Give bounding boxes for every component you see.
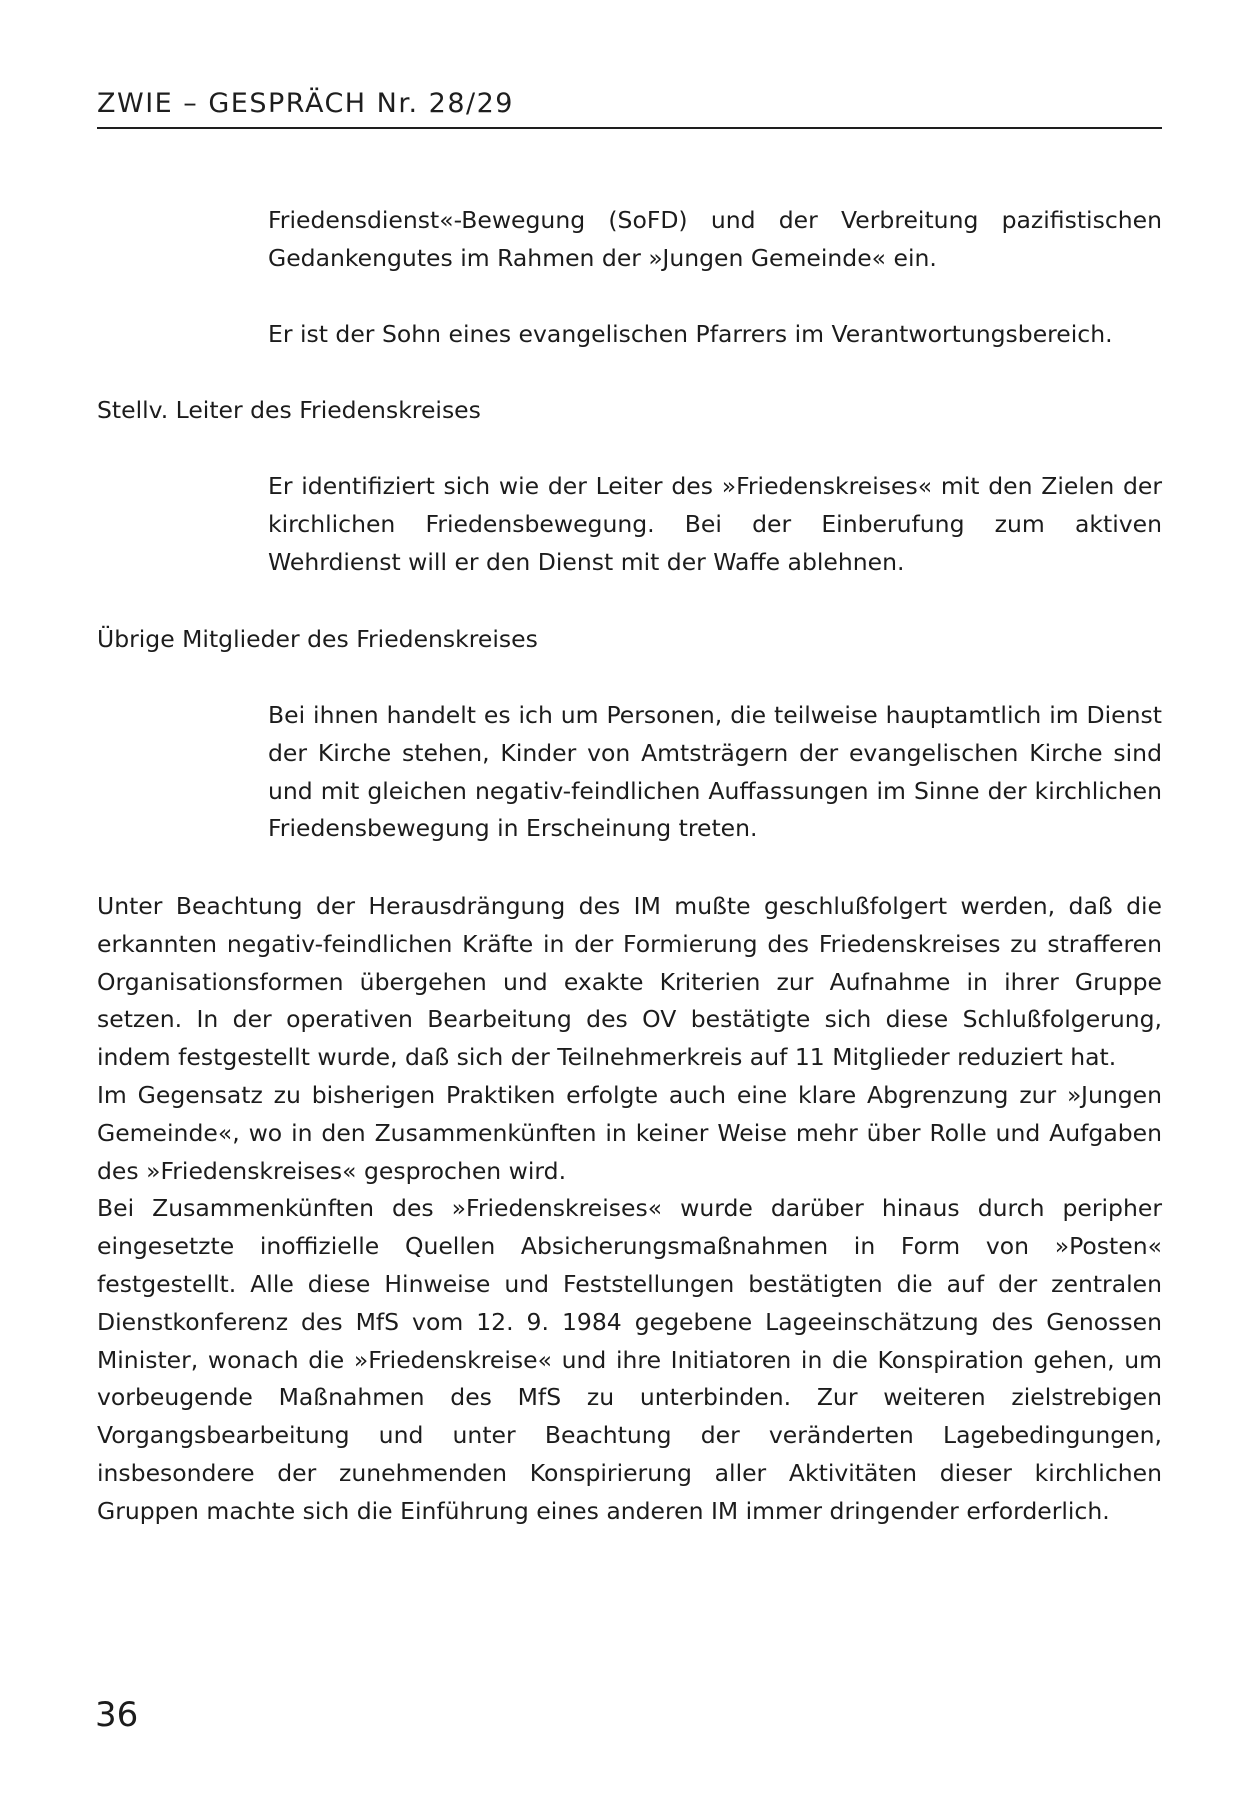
intro-paragraph [268,202,1162,278]
son-paragraph [268,316,1162,354]
deputy-heading: Stellv. Leiter des Friedenskreises [97,396,481,424]
main-paragraph-3: Bei Zusammenkünften des »Friedenskreises« wurde darüber hinaus durch peripher eingesetzte inoffizielle Quellen Absicherungsmaßnahmen in Form von »Posten« festgestellt. Alle diese Hinweise und Feststellungen bestätigten die auf der zentralen Dienstkonferenz des MfS vom 12. 9. 1984 gegebene Lageeinschätzung des Genossen Minister, wonach die »Friedenskreise« und ihre Initiatoren in die Konspiration gehen, um vorbeugende Maßnahmen des MfS zu unterbinden. Zur weiteren zielstrebigen Vorgangsbearbeitung und unter Beachtung der veränderten Lagebedingungen, insbesondere der zunehmenden Konspirierung aller Aktivitäten dieser kirchlichen Gruppen machte sich die Einführung eines anderen IM immer dringender erforderlich. [97,1194,1162,1525]
deputy-paragraph [268,468,1162,581]
members-heading: Übrige Mitglieder des Friedenskreises [97,625,538,653]
main-paragraph-1: Unter Beachtung der Herausdrängung des IM mußte geschlußfolgert werden, daß die erkannten negativ-feindlichen Kräfte in der Formierung des Friedenskreises zu strafferen Organisationsformen übergehen und exakte Kriterien zur Aufnahme in ihrer Gruppe setzen. In der operativen Bearbeitung des OV bestätigte sich diese Schlußfolgerung, indem festgestellt wurde, daß sich der Teilnehmerkreis auf 11 Mitglieder reduziert hat. [97,892,1162,1072]
header-rule [97,127,1162,129]
son-paragraph-text: Er ist der Sohn eines evangelischen Pfarrers im Verantwortungsbereich. [268,320,1113,348]
main-text [97,888,1162,1531]
intro-paragraph-text: Friedensdienst«-Bewegung (SoFD) und der Verbreitung pazifistischen Gedankengutes im Rahmen der »Jungen Gemeinde« ein. [268,206,1162,272]
members-paragraph-text: Bei ihnen handelt es ich um Personen, die teilweise hauptamtlich im Dienst der Kirche stehen, Kinder von Amtsträgern der evangelischen Kirche sind und mit gleichen negativ-feindlichen Auffassungen im Sinne der kirchlichen Friedensbewegung in Erscheinung treten. [268,701,1162,843]
deputy-paragraph-text: Er identifiziert sich wie der Leiter des »Friedenskreises« mit den Zielen der kirchlichen Friedensbewegung. Bei der Einberufung zum aktiven Wehrdienst will er den Dienst mit der Waffe ablehnen. [268,472,1162,576]
running-header: ZWIE – GESPRÄCH Nr. 28/29 [97,88,514,119]
members-paragraph [268,697,1162,848]
main-paragraph-2: Im Gegensatz zu bisherigen Praktiken erfolgte auch eine klare Abgrenzung zur »Jungen Gemeinde«, wo in den Zusammenkünften in keiner Weise mehr über Rolle und Aufgaben des »Friedenskreises« gesprochen wird. [97,1080,1162,1185]
page-number: 36 [95,1695,139,1735]
